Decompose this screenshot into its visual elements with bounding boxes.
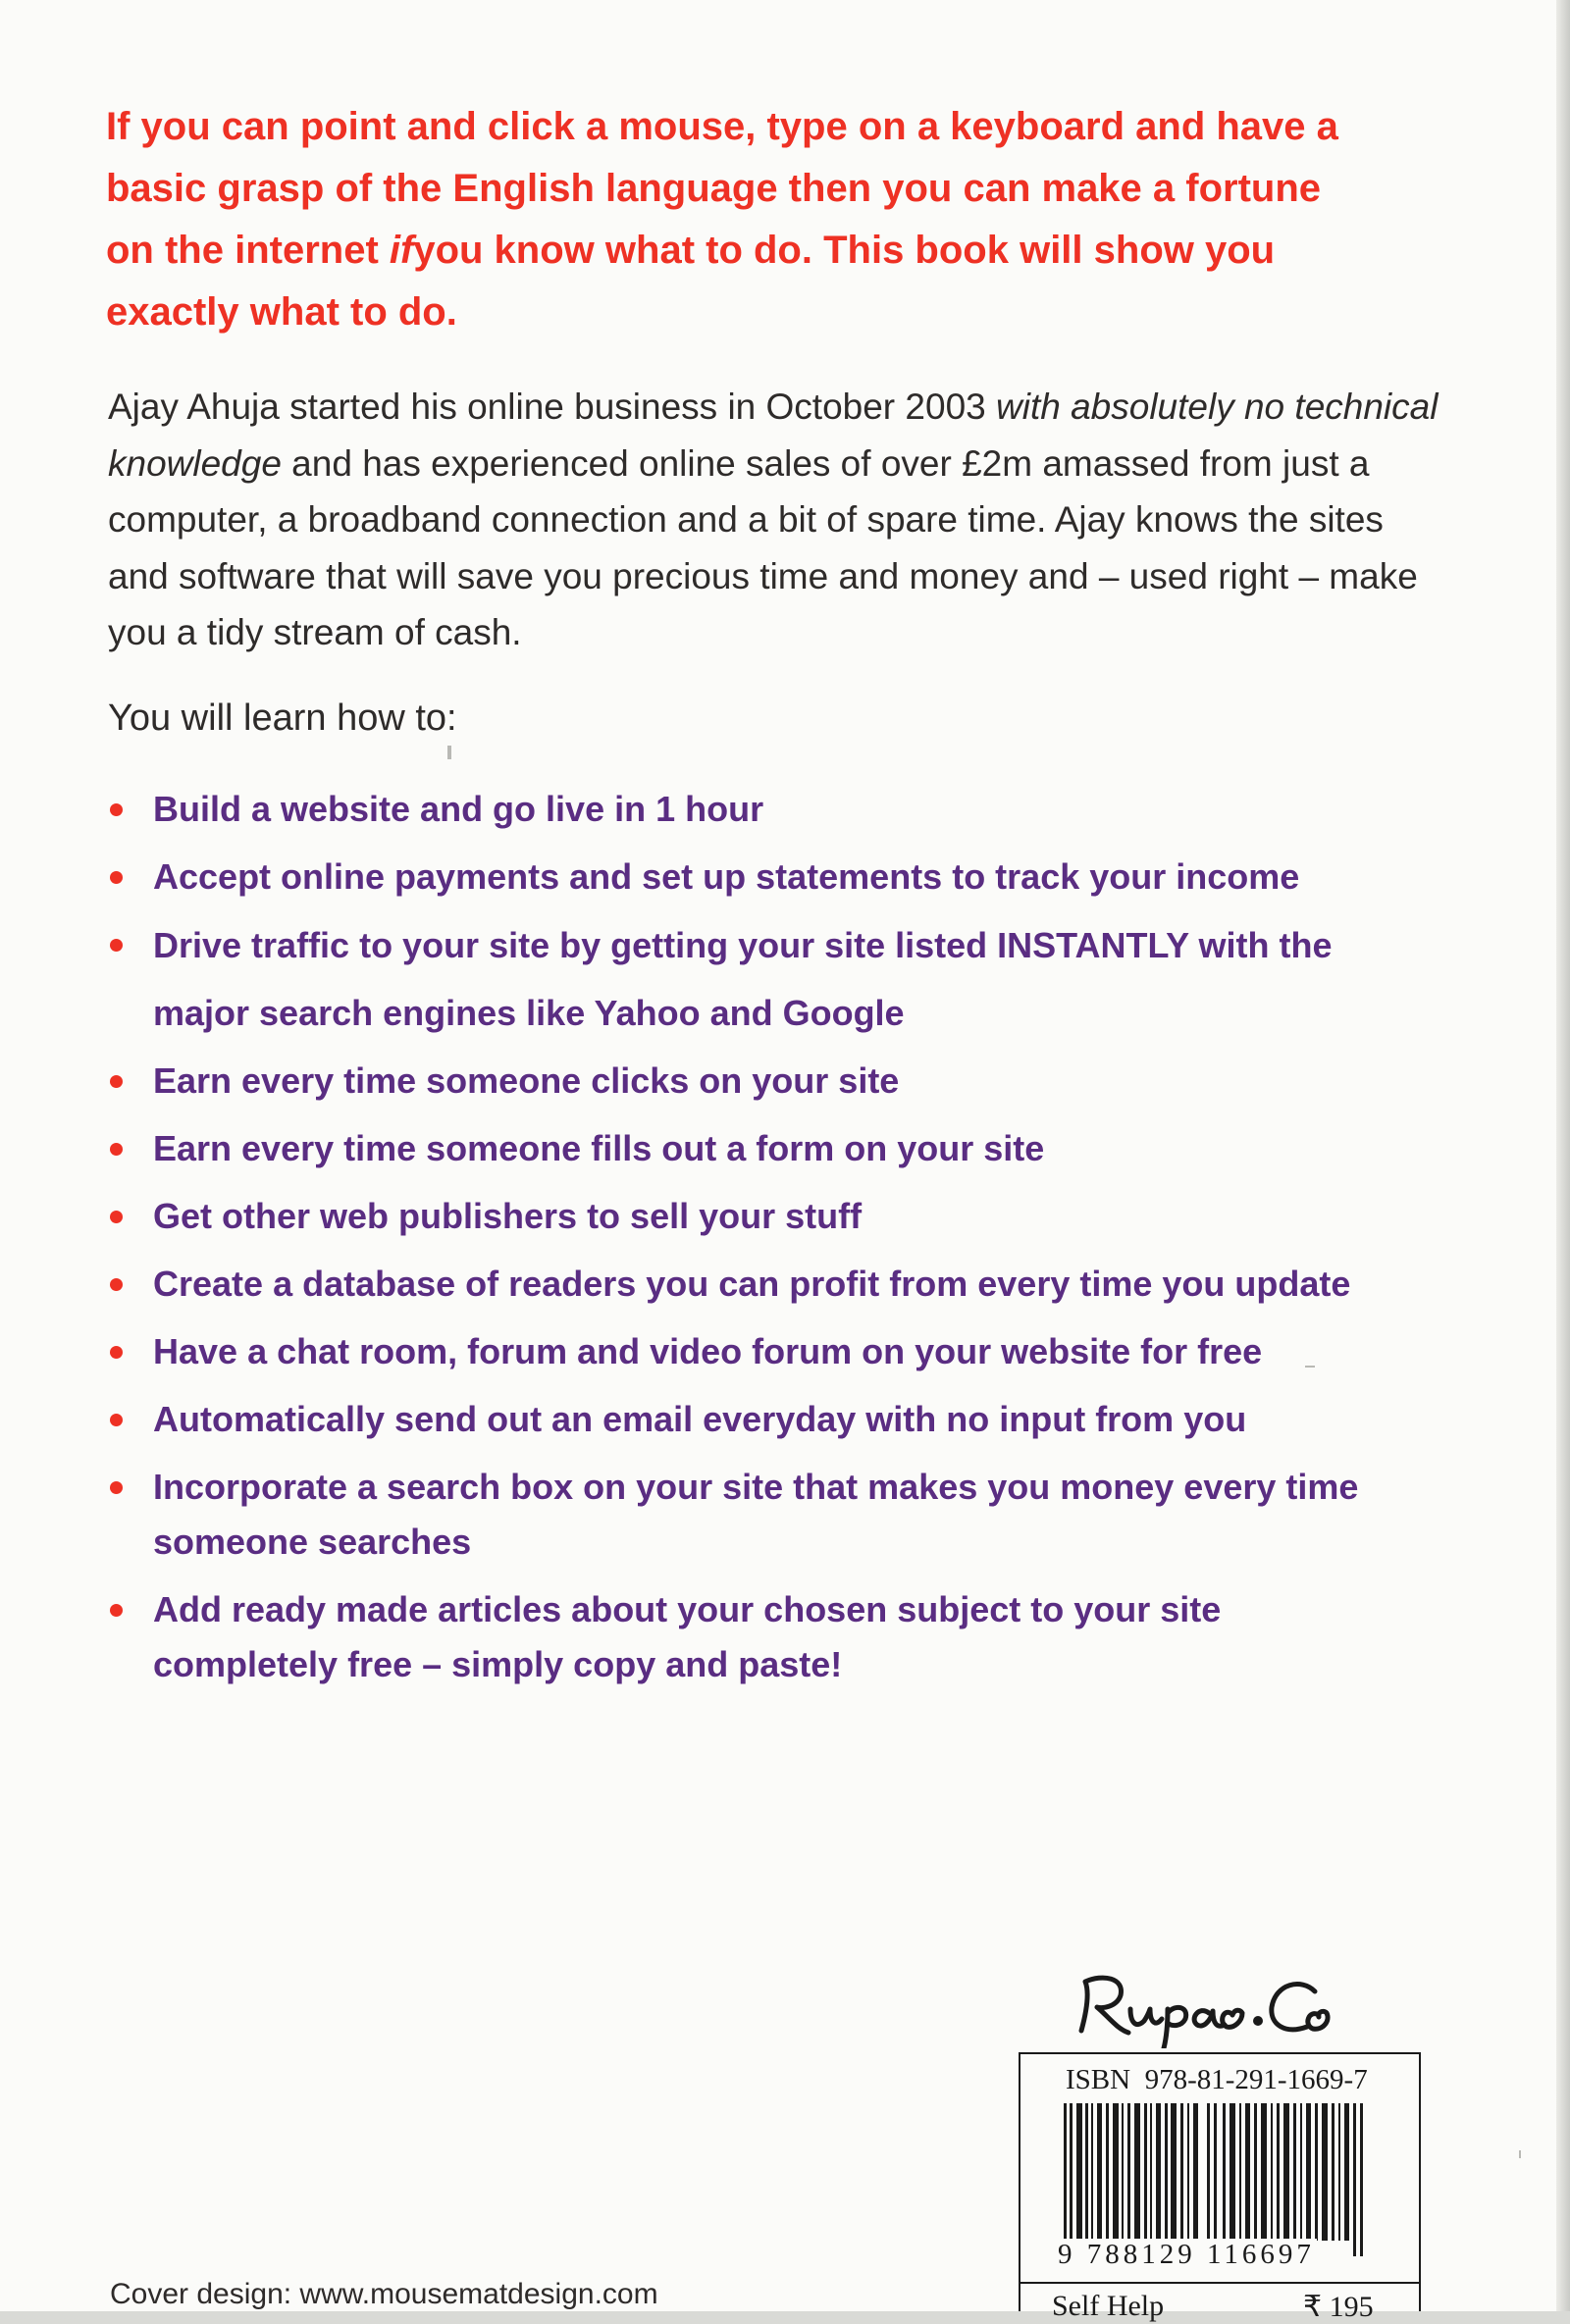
- bullet-dot-icon: [110, 939, 123, 952]
- isbn-number: ISBN 978-81-291-1669-7: [1066, 2064, 1368, 2095]
- headline-text-end: you know what to do. This book will show you exactly what to do.: [106, 229, 1276, 334]
- list-item: [108, 1194, 1403, 1239]
- list-item-text: Automatically send out an email everyday with no input from you: [153, 1399, 1247, 1439]
- bullet-dot-icon: [110, 1211, 123, 1223]
- benefit-list: [108, 787, 1403, 1692]
- list-item: [108, 911, 1403, 1047]
- paper-speck: [447, 746, 451, 759]
- list-item: [108, 1460, 1403, 1570]
- list-item-text: Add ready made articles about your chosen subject to your site completely free – simply copy and paste!: [153, 1589, 1222, 1684]
- headline: [106, 96, 1342, 343]
- bullet-dot-icon: [110, 803, 123, 816]
- bullet-dot-icon: [110, 871, 123, 884]
- list-item-text: Drive traffic to your site by getting your site listed INSTANTLY with the major search engines like Yahoo and Google: [153, 925, 1333, 1033]
- publisher-logo: [1073, 1970, 1387, 2048]
- list-item-text: Earn every time someone fills out a form on your site: [153, 1128, 1045, 1168]
- list-item: [108, 1329, 1403, 1374]
- list-item-text: Earn every time someone clicks on your site: [153, 1060, 900, 1101]
- barcode-icon: [1020, 2103, 1419, 2256]
- list-item: [108, 1059, 1403, 1104]
- list-item-text: Accept online payments and set up statements to track your income: [153, 856, 1300, 897]
- category-price-strip: [1019, 2282, 1421, 2323]
- learn-heading: You will learn how to:: [108, 697, 457, 739]
- list-item: [108, 1582, 1403, 1692]
- price-label: ₹ 195: [1303, 2291, 1374, 2323]
- cover-design-credit: Cover design: www.mousematdesign.com: [110, 2278, 658, 2310]
- isbn-barcode-box: [1019, 2052, 1421, 2323]
- paper-speck: [1519, 2150, 1521, 2158]
- list-item: [108, 787, 1403, 832]
- list-item-text: Have a chat room, forum and video forum on your website for free: [153, 1331, 1263, 1371]
- list-item: [108, 1262, 1403, 1307]
- intro-italic-text: with absolutely no technical knowledge: [108, 387, 1439, 484]
- intro-text: Ajay Ahuja started his online business in October 2003: [108, 387, 997, 427]
- barcode-digits: 9 788129 116697: [1058, 2239, 1315, 2270]
- list-item-text: Build a website and go live in 1 hour: [153, 789, 764, 829]
- bullet-dot-icon: [110, 1278, 123, 1291]
- category-label: Self Help: [1052, 2290, 1165, 2322]
- list-item-text: Create a database of readers you can profit from every time you update: [153, 1264, 1351, 1304]
- paper-speck: [1305, 1366, 1315, 1368]
- headline-italic-text: if: [389, 229, 414, 272]
- bullet-dot-icon: [110, 1604, 123, 1617]
- headline-text: If you can point and click a mouse, type on a keyboard and have a basic grasp of the English language then you can make a fortune on the internet: [106, 105, 1338, 272]
- list-item: [108, 1126, 1403, 1171]
- bullet-dot-icon: [110, 1414, 123, 1426]
- list-item-text: Get other web publishers to sell your stuff: [153, 1196, 863, 1236]
- intro-text-end: and has experienced online sales of over £2m amassed from just a computer, a broadband connection and a bit of spare time. Ajay knows the sites and software that will save you precious time and money and – used right – make you a tidy stream of cash.: [108, 442, 1418, 652]
- cover-edge: [1556, 0, 1570, 2311]
- bullet-dot-icon: [110, 1346, 123, 1359]
- bullet-dot-icon: [110, 1143, 123, 1156]
- bullet-dot-icon: [110, 1481, 123, 1494]
- list-item: [108, 1397, 1403, 1442]
- bullet-dot-icon: [110, 1075, 123, 1088]
- author-intro: [108, 379, 1442, 661]
- list-item: [108, 854, 1403, 900]
- list-item-text: Incorporate a search box on your site that makes you money every time someone searches: [153, 1467, 1359, 1562]
